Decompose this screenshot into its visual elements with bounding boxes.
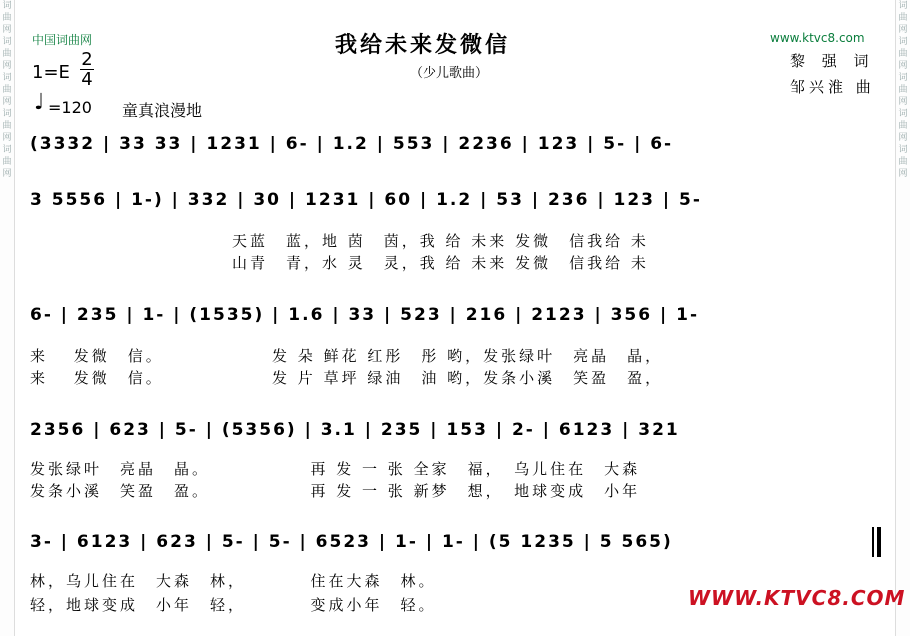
side-char: 网 <box>2 97 12 107</box>
side-char: 词 <box>898 145 908 155</box>
side-char: 网 <box>2 25 12 35</box>
left-watermark-strip <box>0 0 15 636</box>
side-char: 网 <box>2 61 12 71</box>
lyric-row-4-verse-1: 发张绿叶 亮晶 晶。 再 发 一 张 全家 福， 乌儿住在 大森 <box>30 460 641 478</box>
side-char: 网 <box>898 97 908 107</box>
side-char: 词 <box>2 145 12 155</box>
side-char: 曲 <box>2 85 12 95</box>
side-char: 网 <box>2 169 12 179</box>
lyric-row-4-verse-2: 发条小溪 笑盈 盈。 再 发 一 张 新梦 想， 地球变成 小年 <box>30 482 641 500</box>
side-char: 网 <box>898 133 908 143</box>
side-char: 词 <box>2 109 12 119</box>
right-watermark-strip <box>895 0 910 636</box>
key-signature: 1=E <box>32 62 70 83</box>
side-char: 曲 <box>898 85 908 95</box>
notation-row-1: (3332 | 33 33 | 1231 | 6- | 1.2 | 553 | 2236 | 123 | 5- | 6- <box>30 134 674 154</box>
side-char: 曲 <box>898 121 908 131</box>
lyric-row-2-verse-2: 山青 青，水 灵 灵，我 给 未来 发微 信我给 未 <box>232 254 649 272</box>
song-title: 我给未来发微信 <box>335 32 511 58</box>
site-watermark-logo: WWW.KTVC8.COM <box>688 586 906 610</box>
side-char: 曲 <box>2 157 12 167</box>
side-char: 网 <box>2 133 12 143</box>
time-signature <box>80 50 94 89</box>
side-char: 词 <box>898 1 908 11</box>
lyric-row-5-verse-2: 轻，地球变成 小年 轻， 变成小年 轻。 <box>30 596 437 614</box>
side-char: 词 <box>898 109 908 119</box>
side-char: 词 <box>898 37 908 47</box>
lyric-row-3-verse-2: 来 发微 信。 发 片 草坪 绿油 油 哟，发条小溪 笑盈 盈， <box>30 369 664 387</box>
side-char: 词 <box>2 37 12 47</box>
time-signature-top: 2 <box>81 49 93 70</box>
expression-marking: 童真浪漫地 <box>122 101 203 120</box>
time-signature-bottom: 4 <box>81 69 93 90</box>
side-char: 词 <box>2 1 12 11</box>
song-subtitle: （少儿歌曲） <box>410 66 489 81</box>
side-char: 曲 <box>898 13 908 23</box>
final-barline <box>872 527 874 557</box>
side-char: 网 <box>898 169 908 179</box>
side-char: 曲 <box>898 49 908 59</box>
notation-row-3: 6- | 235 | 1- | (1535) | 1.6 | 33 | 523 | 216 | 2123 | 356 | 1- <box>30 305 699 325</box>
side-char: 网 <box>898 61 908 71</box>
composer-credit: 邹兴淮 曲 <box>790 78 875 96</box>
side-char: 曲 <box>2 49 12 59</box>
side-char: 曲 <box>898 157 908 167</box>
lyricist-credit: 黎 强 词 <box>790 52 875 70</box>
side-char: 网 <box>898 25 908 35</box>
side-char: 曲 <box>2 121 12 131</box>
notation-row-5: 3- | 6123 | 623 | 5- | 5- | 6523 | 1- | 1- | (5 1235 | 5 565) <box>30 532 673 552</box>
lyric-row-2-verse-1: 天蓝 蓝，地 茵 茵，我 给 未来 发微 信我给 未 <box>232 232 649 250</box>
final-barline-thick <box>877 527 881 557</box>
tempo-marking: =120 <box>48 98 92 117</box>
side-char: 词 <box>2 73 12 83</box>
site-url-link[interactable]: www.ktvc8.com <box>770 31 865 45</box>
lyric-row-5-verse-1: 林，乌儿住在 大森 林， 住在大森 林。 <box>30 572 437 590</box>
side-char: 词 <box>898 73 908 83</box>
notation-row-4: 2356 | 623 | 5- | (5356) | 3.1 | 235 | 153 | 2- | 6123 | 321 <box>30 420 680 440</box>
notation-row-2: 3 5556 | 1-) | 332 | 30 | 1231 | 60 | 1.2 | 53 | 236 | 123 | 5- <box>30 190 702 210</box>
quarter-note-icon: ♩ <box>34 90 45 115</box>
site-name-link[interactable]: 中国词曲网 <box>32 33 93 47</box>
lyric-row-3-verse-1: 来 发微 信。 发 朵 鲜花 红彤 彤 哟，发张绿叶 亮晶 晶， <box>30 347 664 365</box>
side-char: 曲 <box>2 13 12 23</box>
